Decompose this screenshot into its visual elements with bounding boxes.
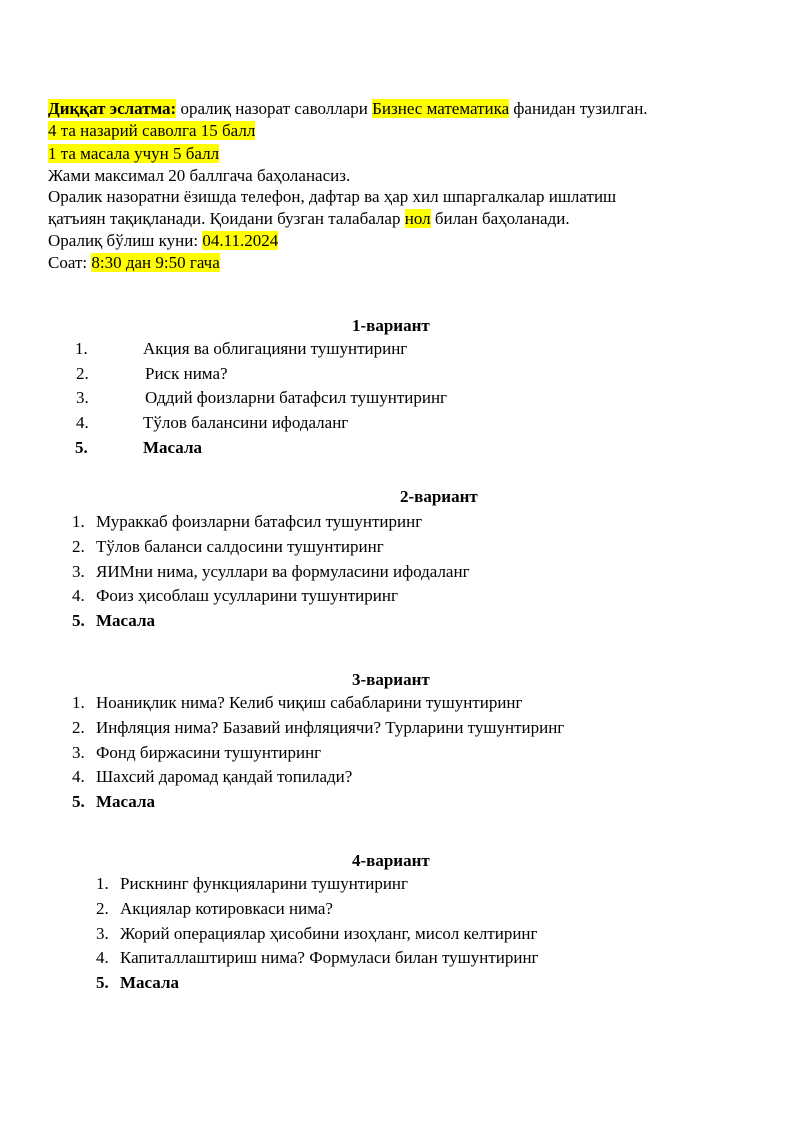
item-text: Масала [96, 611, 155, 630]
item-text: Масала [96, 792, 155, 811]
item-number: 5. [72, 792, 85, 811]
notice-label: Диққат эслатма: [48, 99, 177, 118]
item-text: Масала [143, 438, 202, 457]
variant-4-title: 4-вариант [352, 851, 430, 870]
item-number: 2. [72, 537, 85, 556]
item-text: Акция ва облигацияни тушунтиринг [143, 339, 408, 358]
item-number: 3. [76, 388, 89, 407]
item-text: Рискнинг функцияларини тушунтиринг [120, 874, 408, 893]
item-number: 5. [72, 611, 85, 630]
item-text: Инфляция нима? Базавий инфляциячи? Турларини тушунтиринг [96, 718, 565, 737]
notice-line-2 [48, 120, 255, 142]
item-text: Масала [120, 973, 179, 992]
item-number: 4. [72, 767, 85, 786]
item-text: ЯИМни нима, усуллари ва формуласини ифодаланг [96, 562, 470, 581]
item-text: Фоиз ҳисоблаш усулларини тушунтиринг [96, 586, 398, 605]
item-text: Фонд биржасини тушунтиринг [96, 743, 322, 762]
zero-grade: нол [404, 209, 431, 228]
notice-line-5: Оралик назоратни ёзишда телефон, дафтар ва ҳар хил шпаргалкалар ишлатиш [48, 187, 617, 206]
item-number: 3. [72, 562, 85, 581]
exam-time-label: Соат: [48, 253, 92, 272]
theory-points: 4 та назарий саволга 15 балл [48, 121, 256, 140]
item-number: 2. [76, 364, 89, 383]
notice-line-3 [48, 143, 219, 165]
item-text: Мураккаб фоизларни батафсил тушунтиринг [96, 512, 423, 531]
notice-line-1 [48, 98, 648, 120]
item-number: 5. [96, 973, 109, 992]
item-number: 4. [72, 586, 85, 605]
subject-name: Бизнес математика [372, 99, 510, 118]
exam-date-label: Оралиқ бўлиш куни: [48, 231, 203, 250]
variant-2-title: 2-вариант [400, 487, 478, 506]
item-number: 1. [96, 874, 109, 893]
exam-time-value: 8:30 дан 9:50 гача [91, 253, 220, 272]
item-number: 4. [96, 948, 109, 967]
item-text: Ноаниқлик нима? Келиб чиқиш сабабларини тушунтиринг [96, 693, 523, 712]
item-text: Жорий операциялар ҳисобини изоҳланг, мисол келтиринг [120, 924, 538, 943]
item-number: 2. [96, 899, 109, 918]
item-text: Риск нима? [145, 364, 228, 383]
problem-points: 1 та масала учун 5 балл [48, 144, 220, 163]
exam-date-value: 04.11.2024 [202, 231, 279, 250]
notice-line-6 [48, 208, 570, 230]
item-number: 4. [76, 413, 89, 432]
notice-line-4: Жами максимал 20 баллгача баҳоланасиз. [48, 166, 351, 185]
variant-1-title: 1-вариант [352, 316, 430, 335]
exam-date-line [48, 230, 278, 252]
notice-line-6-a: қатъиян тақиқланади. Қоидани бузган талабалар [48, 209, 405, 228]
item-text: Акциялар котировкаси нима? [120, 899, 333, 918]
item-number: 1. [75, 339, 88, 358]
exam-time-line [48, 252, 220, 274]
item-number: 1. [72, 693, 85, 712]
item-number: 3. [96, 924, 109, 943]
item-text: Шахсий даромад қандай топилади? [96, 767, 353, 786]
item-text: Тўлов баланси салдосини тушунтиринг [96, 537, 384, 556]
item-text: Капиталлаштириш нима? Формуласи билан тушунтиринг [120, 948, 539, 967]
notice-line-6-b: билан баҳоланади. [430, 209, 570, 228]
item-text: Оддий фоизларни батафсил тушунтиринг [145, 388, 448, 407]
item-text: Тўлов балансини ифодаланг [143, 413, 349, 432]
item-number: 1. [72, 512, 85, 531]
notice-line-1-b: фанидан тузилган. [509, 99, 648, 118]
variant-3-title: 3-вариант [352, 670, 430, 689]
item-number: 5. [75, 438, 88, 457]
item-number: 3. [72, 743, 85, 762]
item-number: 2. [72, 718, 85, 737]
notice-line-1-a: оралиқ назорат саволлари [176, 99, 373, 118]
